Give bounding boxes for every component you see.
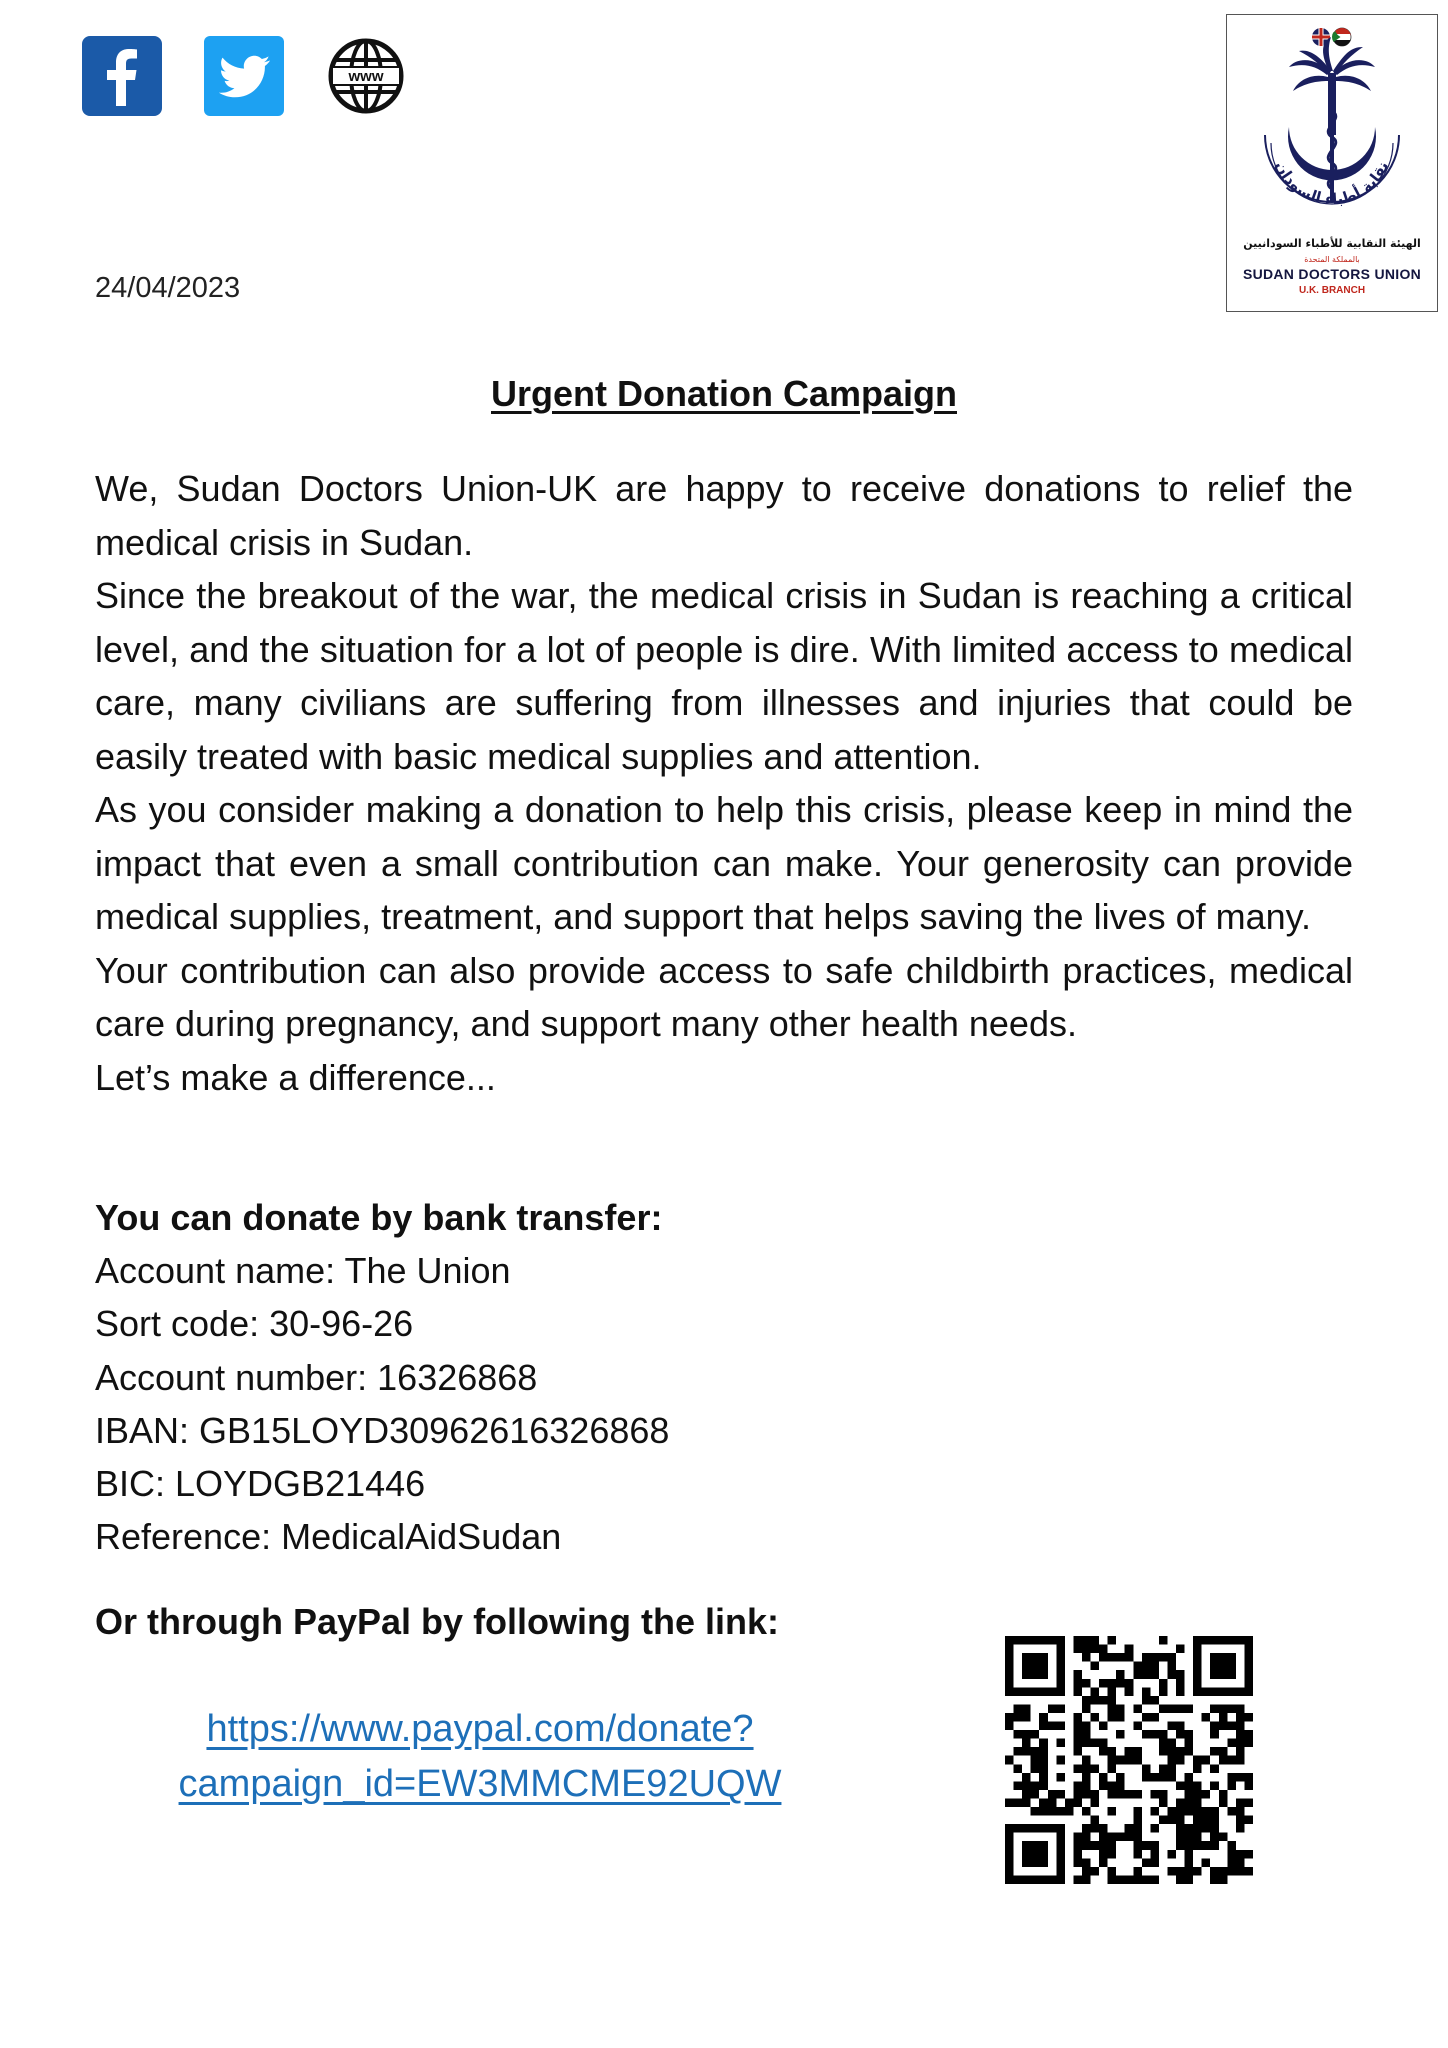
globe-icon[interactable] [326, 36, 406, 116]
bank-transfer-details [95, 1191, 669, 1563]
paypal-link-line2[interactable]: campaign_id=EW3MMCME92UQW [178, 1763, 782, 1805]
paragraph-intro: We, Sudan Doctors Union-UK are happy to receive donations to relief the medical crisis in Sudan. [95, 468, 1353, 563]
iban: IBAN: GB15LOYD30962616326868 [95, 1409, 670, 1451]
paragraph-childbirth: Your contribution can also provide access to safe childbirth practices, medical care during pregnancy, and support many other health needs. [95, 949, 1353, 1044]
account-number: Account number: 16326868 [95, 1356, 538, 1398]
logo-org-name: SUDAN DOCTORS UNION [1242, 266, 1422, 282]
twitter-icon[interactable] [204, 36, 284, 116]
qr-code-icon[interactable] [1005, 1636, 1253, 1884]
facebook-icon[interactable] [82, 36, 162, 116]
paypal-link-line1[interactable]: https://www.paypal.com/donate? [206, 1708, 754, 1750]
account-name: Account name: The Union [95, 1250, 511, 1292]
paypal-heading: Or through PayPal by following the link: [95, 1601, 780, 1642]
logo-arabic-subtitle: بالمملكة المتحدة [1304, 255, 1360, 264]
sudan-flag-icon [1332, 28, 1351, 46]
bank-heading: You can donate by bank transfer: [95, 1197, 663, 1238]
reference: Reference: MedicalAidSudan [95, 1516, 562, 1558]
page-title: Urgent Donation Campaign [491, 373, 957, 414]
sort-code: Sort code: 30-96-26 [95, 1303, 414, 1345]
bic: BIC: LOYDGB21446 [95, 1463, 426, 1505]
social-icons [82, 36, 406, 116]
logo-branch: U.K. BRANCH [1298, 285, 1366, 296]
paypal-donate-link[interactable] [100, 1702, 860, 1812]
sudan-doctors-union-logo [1226, 14, 1438, 312]
qr-modules [1005, 1636, 1253, 1884]
logo-arabic-name: الهيئة النقابية للأطباء السودانيين [1243, 237, 1421, 250]
body-text [95, 462, 1353, 1104]
document-date: 24/04/2023 [95, 272, 241, 304]
paragraph-impact: As you consider making a donation to help this crisis, please keep in mind the impact that even a small contribution can make. Your generosity can provide medical supplies, treatment, and support that helps saving the lives of many. [95, 789, 1353, 937]
logo-arc-arabic: نقابة أطباء السودان [1271, 158, 1393, 209]
paragraph-crisis: Since the breakout of the war, the medical crisis in Sudan is reaching a critical level, and the situation for a lot of people is dire. With limited access to medical care, many civilians are suffering from illnesses and injuries that could be easily treated with basic medical supplies and attention. [95, 575, 1353, 777]
globe-label: www [348, 68, 384, 85]
paragraph-closing: Let’s make a difference... [95, 1056, 496, 1098]
